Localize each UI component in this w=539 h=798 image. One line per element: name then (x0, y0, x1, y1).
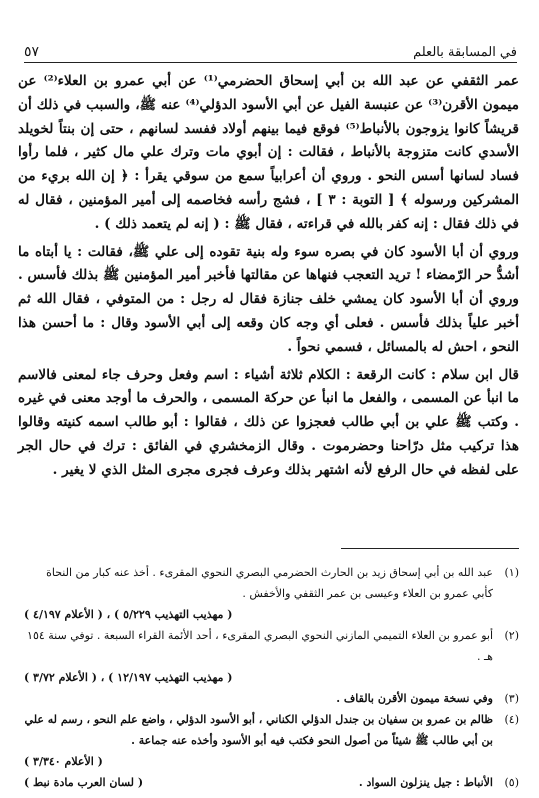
footnote-text: الأنباط : جيل ينزلون السواد . (358, 776, 493, 789)
paragraph-2: وروي أن أبا الأسود كان في بصره سوء وله بنية تقوده إلى علي ﷺ، فقالت : يا أبتاه ما أشدُّ حر الرّمضاء ! تريد التعجب فنهاها عن مقالتها فأخبر أمير المؤمنين ﷺ بذلك فأسس . وروي أن أبا الأسود كان يمشي خلف جنازة فقال له رجل : من المتوفي ، فقال الله ثم أخبر علياً بذلك فأسس . فعلى أي وجه كان وقعه إلى أبي الأسود وقال : ما أحسن هذا النحو ، احش له بالمسائل ، فسمي نحواً . (18, 243, 519, 355)
running-header (24, 38, 517, 63)
paragraph-1: عمر الثقفي عن عبد الله بن أبي إسحاق الحضرمي⁽¹⁾ عن أبي عمرو بن العلاء⁽²⁾ عن ميمون الأقرن⁽³⁾ عن عنبسة الفيل عن أبي الأسود الدؤلي⁽⁴⁾ عنه ﷺ، والسبب في ذلك أن قريشاً كانوا يزوجون بالأنباط⁽⁵⁾ فوقع فيما بينهم أولاد ففسد لسانهم ، حتى إن بنتاً لخويلد الأسدي كانت متزوجة بالأنباط ، فقالت : إن أبوي مات وترك علي مال كثير ، فلما رأوا فساد لسانها أسس النحو . وروي أن أعرابياً سمع من سوقي يقرأ : ﴿ إن الله بريء من المشركين ورسوله ﴾ [ التوبة : ٣ ] ، فشج رأسه فخاصمه إلى أمير المؤمنين ، فقال له في ذلك فقال : إنه كفر بالله في قراءته ، فقال ﷺ : ( إنه لم يتعمد ذلك ) . (18, 73, 520, 232)
footnote-5 (24, 772, 519, 793)
footnote-reference: ( لسان العرب مادة نبط ) (24, 776, 144, 789)
paragraph-3: قال ابن سلام : كانت الرقعة : الكلام ثلاثة أشياء : اسم وفعل وحرف جاء لمعنى فالاسم ما انبأ عن المسمى ، والفعل ما انبأ عن حركة المسمى ، والحرف ما أوجد معنى في غيره . وكتب ﷺ علي بن أبي طالب فعجزوا عن ذلك ، فقالوا : أبو طالب اسمه كنيته وقالوا هذا تركيب مثل درّاحنا وحضرموت . وقال الزمخشري في الفائق : ترك في حال الجر على لفظه في حال الرفع لأنه اشتهر بذلك وعرف فجرى مجرى المثل الذي لا يغير . (18, 366, 519, 478)
footnotes (24, 562, 519, 793)
footnote-number: (٢) (504, 629, 519, 642)
footnote-3 (24, 688, 519, 709)
footnote-number: (٤) (504, 713, 519, 726)
footnote-text: أبو عمرو بن العلاء التميمي المازني النحوي البصري المقرىء ، أحد الأئمة القراء السبعة . توفي سنة ١٥٤ هـ . (27, 629, 493, 663)
footnote-separator (341, 548, 519, 549)
main-text (18, 70, 519, 483)
footnote-reference: ( مهذيب التهذيب ٥/٢٢٩ ) ، ( الأعلام ٤/١٩٧ ) (24, 608, 233, 621)
footnote-text: ظالم بن عمرو بن سفيان بن جندل الدؤلي الكناني ، أبو الأسود الدؤلي ، واضع علم النحو ، رسم له علي بن أبي طالب ﷺ شيئاً من أصول النحو فكتب فيه أبو الأسود وأخذه عنه جماعة . (24, 713, 493, 747)
footnote-text: عبد الله بن أبي إسحاق زيد بن الحارث الحضرمي البصري النحوي المقرىء . أخذ عنه كبار من النحاة كأبي عمرو بن العلاء وعيسى بن عمر الثقفي والأخفش . (46, 566, 493, 600)
footnote-2 (24, 625, 519, 688)
footnote-reference: ( مهذيب التهذيب ١٢/١٩٧ ) ، ( الأعلام ٣/٧٢ ) (24, 671, 233, 684)
footnote-1 (24, 562, 519, 625)
footnote-number: (٥) (504, 776, 519, 789)
running-title: في المسابقة بالعلم (413, 45, 517, 60)
page-number: ٥٧ (24, 44, 40, 60)
footnote-number: (١) (504, 566, 519, 579)
footnote-text: وفي نسخة ميمون الأقرن بالقاف . (336, 692, 493, 705)
footnote-reference: ( الأعلام ٣/٣٤٠ ) (24, 755, 103, 768)
footnote-4 (24, 709, 519, 772)
footnote-number: (٣) (504, 692, 519, 705)
